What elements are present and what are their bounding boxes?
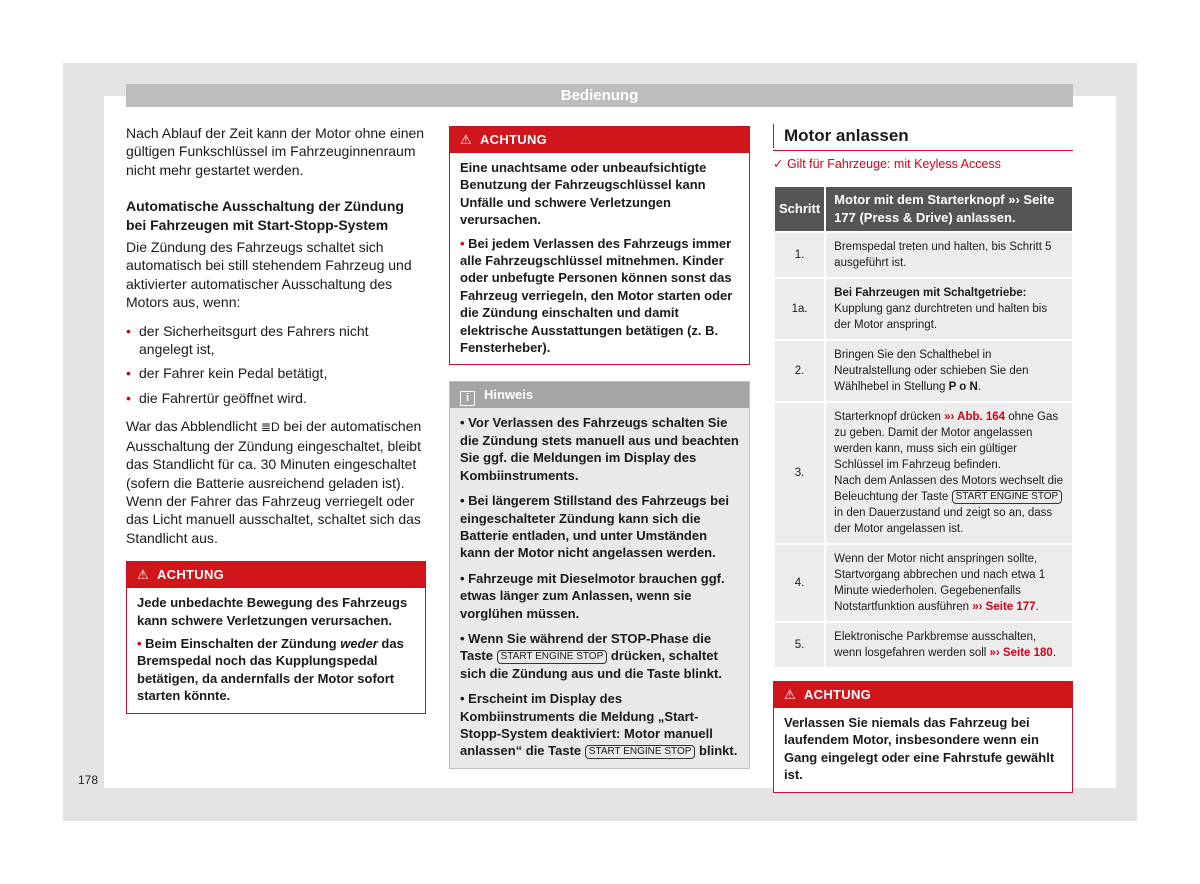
subheading: Automatische Ausschaltung der Zündung bei Fahrzeugen mit Start-Stopp-System (126, 198, 404, 233)
warning-triangle-icon: ⚠ (137, 567, 149, 583)
condition-list (126, 322, 426, 408)
step-number: 4. (774, 544, 825, 622)
section-title: Motor anlassen (773, 124, 1073, 148)
table-row (774, 340, 1073, 402)
warning-body: Eine unachtsame oder unbeaufsichtigte Benutzung der Fahrzeugschlüssel kann Unfälle und schwere Verletzungen verursachen. • Bei jedem Verlassen des Fahrzeugs immer alle Fahrzeugschlüssel mitnehmen. Kinder oder unbefugte Personen können sonst das Fahrzeug verriegeln, den Motor starten oder die Zündung einschalten und damit elektrische Ausstattungen betätigen (z. B. Fensterheber). (460, 160, 733, 356)
table-row (774, 544, 1073, 622)
step-text: Wenn der Motor nicht anspringen sollte, Startvorgang abbrechen und nach etwa 1 Minute wiederholen. Gegebenenfalls Notstartfunktion ausführen »› Seite 177. (825, 544, 1073, 622)
hint-header: i Hinweis (450, 382, 749, 408)
warning-box (449, 126, 750, 365)
warning-box (773, 681, 1073, 793)
column-header-step: Schritt (774, 186, 825, 232)
bullet-icon: • (460, 691, 469, 707)
bullet-icon: • (460, 570, 469, 586)
step-number: 1a. (774, 278, 825, 340)
step-text: Bremspedal treten und halten, bis Schritt 5 ausgeführt ist. (825, 232, 1073, 278)
start-engine-stop-button-label: START ENGINE STOP (497, 650, 608, 664)
warning-triangle-icon: ⚠ (460, 132, 472, 147)
table-row (774, 232, 1073, 278)
start-engine-stop-button-label: START ENGINE STOP (585, 745, 696, 759)
list-item: • der Fahrer kein Pedal betätigt, (126, 364, 426, 382)
step-text: Bringen Sie den Schalthebel in Neutralstellung oder schieben Sie den Wählhebel in Stellung P o N. (825, 340, 1073, 402)
figure-reference-link[interactable]: »› Abb. 164 (944, 411, 1006, 423)
section-header: Bedienung (126, 84, 1073, 107)
page-reference-link[interactable]: »› Seite 177 (972, 601, 1036, 613)
bullet-icon: • (460, 630, 469, 646)
step-text: Bei Fahrzeugen mit Schaltgetriebe: Kupplung ganz durchtreten und halten bis der Motor anspringt. (825, 278, 1073, 340)
list-item: • der Sicherheitsgurt des Fahrers nicht angelegt ist, (126, 322, 426, 359)
applicability-note: ✓ Gilt für Fahrzeuge: mit Keyless Access (773, 157, 1001, 171)
hint-box (449, 381, 750, 768)
hint-body: • Vor Verlassen des Fahrzeugs schalten Sie die Zündung stets manuell aus und beachten Sie ggf. die Meldungen im Display des Kombiinstruments. • Bei längerem Stillstand des Fahrzeugs bei eingeschalteter Zündung kann sich die Batterie entladen, und unter Umständen kann der Motor nicht angelassen werden. • Fahrzeuge mit Dieselmotor brauchen ggf. etwas länger zum Anlassen, wenn sie vorglühen müssen. • Wenn Sie während der STOP-Phase die Taste START ENGINE STOP drücken, schaltet sich die Zündung aus und die Taste blinkt. • Erscheint im Display des Kombiinstruments die Meldung „Start-Stopp-System deaktiviert: Motor manuell anlassen“ die Taste START ENGINE STOP blinkt. (460, 415, 739, 759)
warning-header: ⚠ ACHTUNG (127, 562, 425, 588)
title-divider (773, 150, 1073, 151)
warning-body: Jede unbedachte Bewegung des Fahrzeugs kann schwere Verletzungen verursachen. • Beim Einschalten der Zündung weder das Bremspedal noch das Kupplungspedal betätigen, da andernfalls der Motor sofort starten könnte. (137, 595, 408, 704)
column-right (773, 124, 1073, 793)
info-icon: i (460, 391, 475, 406)
warning-box (126, 561, 426, 713)
page-reference-link[interactable]: »› Seite 180 (989, 647, 1053, 659)
warning-header: ⚠ ACHTUNG (450, 127, 749, 153)
step-text: Elektronische Parkbremse ausschalten, wenn losgefahren werden soll »› Seite 180. (825, 622, 1073, 668)
step-number: 2. (774, 340, 825, 402)
start-engine-stop-button-label: START ENGINE STOP (952, 490, 1063, 504)
warning-triangle-icon: ⚠ (784, 687, 796, 702)
step-text: Starterknopf drücken »› Abb. 164 ohne Gas zu geben. Damit der Motor angelassen werden kann, muss sich ein gültiger Schlüssel im Fahrzeug befinden. Nach dem Anlassen des Motors wechselt die Beleuchtung der Taste START ENGINE STOP in den Dauerzustand und zeigt so an, dass der Motor angelassen ist. (825, 402, 1073, 544)
bullet-icon: • (460, 415, 469, 431)
step-number: 1. (774, 232, 825, 278)
warning-header: ⚠ ACHTUNG (774, 682, 1072, 708)
paragraph: Nach Ablauf der Zeit kann der Motor ohne einen gültigen Funkschlüssel im Fahrzeuginnenraum nicht mehr gestartet werden. (126, 125, 425, 178)
column-middle (449, 126, 750, 769)
table-row (774, 278, 1073, 340)
list-item: • die Fahrertür geöffnet wird. (126, 389, 426, 407)
bullet-icon: • (460, 493, 469, 509)
table-row (774, 402, 1073, 544)
column-left (126, 124, 426, 714)
low-beam-icon: ≣D (260, 420, 280, 435)
table-header-row (774, 186, 1073, 232)
bullet-icon: • (137, 635, 146, 651)
table-row (774, 622, 1073, 668)
column-header-description: Motor mit dem Starterknopf »› Seite 177 (Press & Drive) anlassen. (825, 186, 1073, 232)
bullet-icon: • (460, 235, 469, 251)
step-number: 3. (774, 402, 825, 544)
page-number: 178 (78, 773, 99, 787)
warning-body: Verlassen Sie niemals das Fahrzeug bei laufendem Motor, insbesondere wenn ein Gang eingelegt oder eine Fahrstufe gewählt ist. (784, 715, 1055, 783)
paragraph: Die Zündung des Fahrzeugs schaltet sich automatisch bei still stehendem Fahrzeug und aktivierter automatischer Ausschaltung des Motors aus, wenn: (126, 239, 412, 311)
steps-table (773, 185, 1074, 669)
paragraph: War das Abblendlicht ≣D bei der automatischen Ausschaltung der Zündung eingeschaltet, bleibt das Standlicht für ca. 30 Minuten eingeschaltet (sofern die Batterie ausreichend geladen ist). Wenn der Fahrer das Fahrzeug verriegelt oder das Licht manuell ausschaltet, schaltet sich das Standlicht aus. (126, 418, 422, 546)
step-number: 5. (774, 622, 825, 668)
